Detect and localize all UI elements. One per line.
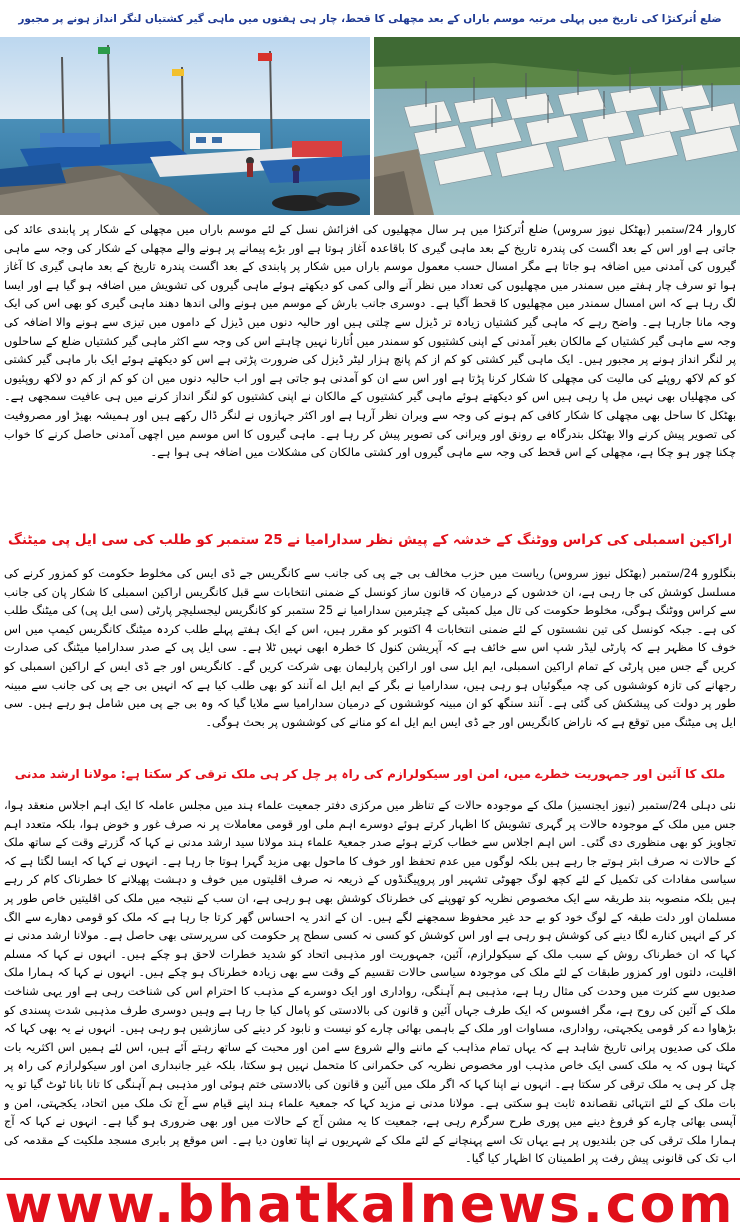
article-clp-meeting-body — [4, 564, 736, 752]
article-fish-famine-body — [4, 220, 736, 516]
article-paragraph: بنگلورو 24/ستمبر (بھٹکل نیوز سروس) ریاست میں حزب مخالف بی جے پی کی جانب سے کانگریس جے ڈی ایس کی مخلوط حکومت کو کمزور کرنے کی مسلسل کوشش کی جا رہی ہے، ان خدشوں کے درمیان کہ قانون ساز کونسل کے ضمنی انتخابات سے قبل کانگریس اراکین اسمبلی کا شکار پان کی جانب سے کراس ووٹنگ ہوگی، مخلوط حکومت کی تال میل کمیٹی کے چیئرمین سدارامیا نے 25 ستمبر کو کانگریس لیجسلیچر پارٹی (سی ایل پی) کی میٹنگ طلب کی ہے۔ جبکہ کونسل کی تین نشستوں کے لئے ضمنی انتخابات 4 اکتوبر کو مقرر ہیں، اس کے ایک ہفتے پہلے طلب کردہ میٹنگ کانگریس کیمپ میں اس خوف کا مظہر ہے کہ پارٹی لیڈر شپ اس سے خائف ہے کہ آپریشن کنول کا خطرہ ابھی نہیں ٹلا ہے۔ سی ایل پی کے صدر سدارامیا میٹنگ کی صدارت کریں گے جس میں پارٹی کے تمام اراکین اسمبلی، ایم ایل سی اور اراکین پارلیمان بھی شرکت کریں گے۔ کانگریس اور جے ڈی ایس کے اراکین اسمبلی کو رجھانے کی تازہ کوششوں کی چہ میگوئیاں ہو رہی ہیں، سدارامیا نے بگر کے ایم ایل اے آنند کو بھی طلب کیا ہے کہ انہیں بی جے پی کی جانب سے مبینہ طور پر دولت کی پیشکش کی گئی ہے۔ آنند سنگھ کو ان مبینہ کوششوں کے درمیان سدارامیا سے ملایا گیا کہ وہ بی جے پی میں شامل ہو رہے ہیں۔ سی ایل پی میٹنگ میں توقع ہے کہ ناراض کانگریس اور جے ڈی ایس ایم ایل اے کو منانے کی کوششوں پر بحث ہوگی۔ — [4, 566, 736, 729]
anchored-fleet-photo — [374, 37, 740, 215]
harbor-boats-photo — [0, 37, 370, 215]
article-madani-body — [4, 796, 736, 1170]
headline-fish-famine: ضلع اُترکنڑا کی تاریخ میں پہلی مرتبہ موسم باراں کے بعد مچھلی کا قحط، چار ہی ہفتوں میں ماہی گیر کشتیاں لنگر انداز ہونے پر مجبور — [18, 13, 722, 25]
article-paragraph: کاروار 24/ستمبر (بھٹکل نیوز سروس) ضلع اُترکنڑا میں ہر سال مچھلیوں کی افزائش نسل کے لئے موسم باراں میں مچھلی کے شکار پر پابندی عائد کی جاتی ہے اور اس کے بعد اگست کی پندرہ تاریخ کے بعد ماہی گیری کا باقاعدہ آغاز ہوتا ہے اور بڑے پیمانے پر ہونے والے مچھلی کے شکار کی وجہ سے ماہی گیروں کی آمدنی میں اضافہ ہو جاتا ہے مگر امسال حسب معمول موسم باراں میں شکار پر پابندی کے بعد اگست پندرہ تاریخ کے بعد ماہی گیری کا آغاز ہوا تو سرف چار ہفتے میں سمندر میں مچھلیوں کی تعداد میں نظر آنے والی کمی کو دیکھتے ہوئے ماہی گیروں کی تشویش میں اضافہ ہو گیا ہے اور ایسا لگ رہا ہے کہ اس امسال سمندر میں مچھلیوں کا قحط آگیا ہے۔ دوسری جانب بارش کے موسم میں ہونے والی اندھا دھند ماہی گیری کو بھی اس کی ایک وجہ مانا جارہا ہے۔ واضح رہے کہ ماہی گیر کشتیاں زیادہ تر ڈیزل سے چلتی ہیں اور حالیہ دنوں میں ڈیزل کے داموں میں تیزی سے ہونے والا اضافہ کی وجہ سے ماہی گیر کشتیاں کے مالکان بغیر آمدنی کے اپنی کشتیوں کو سمندر میں اُتارنا نہیں چاہتے اس کی وجہ سے اکثر ماہی گیر کشتیاں ضلع کے ساحلوں پر لنگر انداز ہونے پر مجبور ہیں۔ ایک ماہی گیر کشتی کو کم از کم پانچ ہزار لیٹر ڈیزل کی ضرورت پڑتی ہے اس کو دیکھتے ہوئے ایک بار ماہی گیر کشتی کو کم لاکھ روپئے کی مالیت کی مچھلی کا شکار کرنا پڑتا ہے اور اس سے ان کو آمدنی ہو جاتی ہے اور اب حالیہ دنوں میں ان کو کم از کم دو لاکھ روپئیوں کی مچھلیاں بھی نہیں مل پا رہی ہیں اس کو دیکھتے ہوئے ماہی گیر کشتیوں کے مالکان نے اپنی کشتیوں کو لنگر انداز کرنے میں ہی عافیت سمجھی ہے۔ بھٹکل کا ساحل بھی مچھلی کا شکار کافی کم ہونے کی وجہ سے ویران نظر آرہا ہے اور اکثر جہازوں نے لنگر ڈال رکھے ہیں اور ہمیشہ بھیڑ اور مصروفیت کی تصویر پیش کرنے والا بھٹکل بندرگاہ بے رونق اور ویرانی کی تصویر پیش کر رہا ہے۔ ماہی گیروں کا اس موسم میں اچھی آمدنی حاصل کرنے کا خواب چکنا چور ہو چکا ہے، مچھلی کے اس قحط کی وجہ سے ماہی گیروں اور کشتی مالکان کی مشکلات میں اضافہ ہی ہوا ہے۔ — [4, 222, 736, 460]
article-paragraph: نئی دہلی 24/ستمبر (نیوز ایجنسیز) ملک کے موجودہ حالات کے تناظر میں مرکزی دفتر جمعیت علماء ہند میں مجلس عاملہ کا ایک اہم اجلاس منعقد ہوا، جس میں ملک کے موجودہ حالات پر گہری تشویش کا اظہار کرتے ہوئے دوسرے اہم ملی اور قومی معاملات پر نہ صرف غور و خوض ہوا، بلکہ متعدد اہم تجاویز کو بھی منظوری دی گئی۔ اس اہم اجلاس سے خطاب کرتے ہوئے صدر جمعیۃ علماء ہند مولانا سید ارشد مدنی نے کہا کہ گزرتے وقت کے ساتھ ملک کے حالات نہ صرف ابتر ہوتے جا رہے ہیں بلکہ لوگوں میں عدم تحفظ اور خوف کا ماحول بھی مزید گہرا ہوتا جا رہا ہے۔ انہوں نے کہا کہ ایسا لگتا ہے کہ سیاسی مفادات کی تکمیل کے لئے کچھ لوگ جھوٹی تشہیر اور پروپیگنڈوں کے ذریعہ نہ صرف اقلیتوں میں خوف و دہشت پھیلانے کا خطرناک کام کر رہے ہیں بلکہ منصوبہ بند طریقہ سے ایک مخصوص نظریہ کو تھوپنے کی خطرناک کوشش بھی ہو رہی ہے، ان سب کے نتیجہ میں ملک کی اقلیتیں خاص طور پر مسلمان اور دلت طبقہ کے لوگ خود کو بے حد غیر محفوظ سمجھنے لگے ہیں۔ ان کے اندر یہ احساس گھر کرتا جا رہا ہے کہ ملک کو قومی دھارے سے الگ کر کے انہیں کنارے لگا دینے کی کوشش ہو رہی ہے اور اس کوشش کو کسی نہ کسی سطح پر حکومت کی سرپرستی بھی حاصل ہے۔ مولانا ارشد مدنی نے کہا کہ ان خطرناک روش کے سبب ملک کے سیکولرازم، آئین، جمہوریت اور مذہبی اتحاد کو شدید خطرات لاحق ہو چکے ہیں۔ انہوں نے کہا کہ مسلم اقلیت، دلتوں اور کمزور طبقات کے لئے ملک کی موجودہ سیاسی حالات تقسیم کے وقت سے بھی زیادہ خطرناک ہو چکے ہیں۔ انہوں نے کہا کہ ہمارا ملک صدیوں سے کثرت میں وحدت کی مثال رہا ہے، مذہبی ہم آہنگی، رواداری اور ایک دوسرے کے مذہب کا احترام اس کی شناخت رہی ہے اور یہی شناخت ملک کے آئین کی روح ہے، مگر افسوس کہ ایک طرف جہاں آئین و قانون کی بالادستی کو پامال کیا جا رہا ہے وہیں دوسری طرف مذہبی شدت پسندی کو بڑھاوا دے کر قومی یکجہتی، رواداری، مساوات اور ملک کے باہمی بھائی چارے کو نیست و نابود کر دینے کی سازشیں ہو رہی ہیں۔ انہوں نے یہ بھی کہا کہ ملک کی صدیوں پرانی تاریخ شاہد ہے کہ یہاں تمام مذاہب کے ماننے والے شروع سے امن اور محبت کے ساتھ رہتے آئے ہیں، اس لئے ہمیں اس اکثریہ بات کہتا ہوں کہ یہ ملک کسی ایک خاص مذہب اور مخصوص نظریہ کی حکمرانی کا متحمل نہیں ہو سکتا، بلکہ غیر جانبداری امن اور سیکولرازم کی راہ پر چل کر ہی یہ ملک ترقی کر سکتا ہے۔ انہوں نے اپنا کہا کہ اگر ملک میں آئین و قانون کی بالادستی ختم ہوئی اور مذہبی ہم آہنگی کا تانا بانا ٹوٹ گیا تو یہ بات ملک کے لئے انتہائی نقصاندہ ثابت ہو سکتی ہے۔ مولانا مدنی نے مزید کہا کہ جمعیۃ علماء ہند اپنے قیام سے آج تک ملک میں اتحاد، یکجہتی، امن و آپسی بھائی چارے کو فروغ دینے میں پوری طرح سرگرم رہی ہے، جمعیت کا یہ مشن آج کے حالات میں اور بھی ضروری ہو گیا ہے۔ انہوں نے کہا کہ آج ہمارا ملک ترقی کی جن بلندیوں پر ہے یہاں تک اسے پہنچانے کے لئے ملک کے شہریوں نے اپنا تعاون دیا ہے۔ اس موقع پر بابری مسجد ملکیت کے مقدمہ کی اب تک کی قانونی پیش رفت پر اطمینان کا اظہار کیا گیا۔ — [4, 798, 736, 1166]
headline-madani-statement: ملک کا آئین اور جمہوریت خطرے میں، امن اور سیکولرازم کی راہ پر چل کر ہی ملک ترقی کر سکتا ہے: مولانا ارشد مدنی — [14, 767, 726, 781]
headline-clp-meeting: اراکین اسمبلی کی کراس ووٹنگ کے خدشہ کے پیش نظر سدارامیا نے 25 ستمبر کو طلب کی سی ایل پی میٹنگ — [8, 532, 732, 548]
footer-website-url[interactable]: www.bhatkalnews.com — [0, 1178, 740, 1229]
